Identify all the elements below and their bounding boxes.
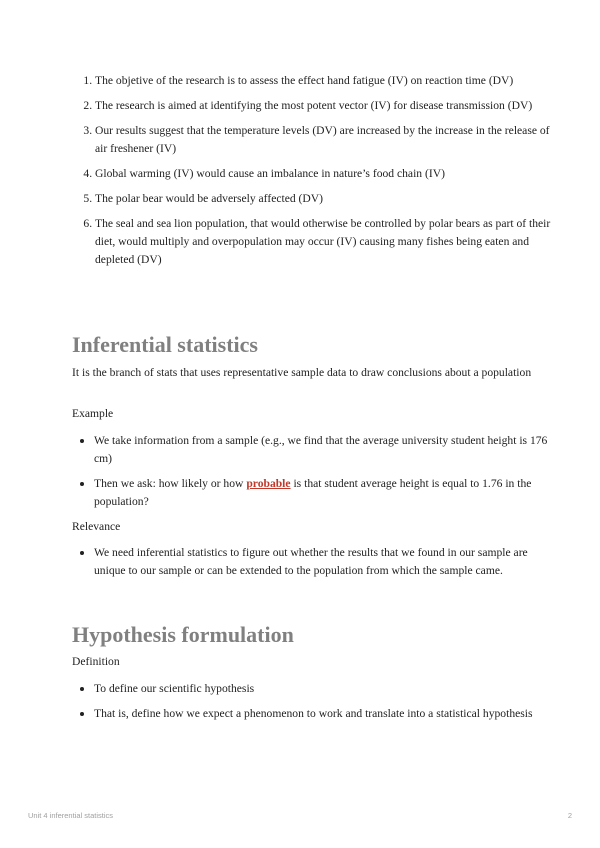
list-item: To define our scientific hypothesis bbox=[94, 680, 554, 698]
footer-title: Unit 4 inferential statistics bbox=[28, 811, 114, 820]
hypothesis-bullet-list bbox=[72, 680, 554, 730]
list-item bbox=[94, 475, 554, 511]
example-label: Example bbox=[72, 407, 114, 420]
list-item: 4. Global warming (IV) would cause an imbalance in nature’s food chain (IV) bbox=[95, 165, 555, 183]
list-item: 1. The objetive of the research is to assess the effect hand fatigue (IV) on reaction time (DV) bbox=[95, 72, 555, 90]
list-item: We need inferential statistics to figure out whether the results that we found in our sample are unique to our sample or can be extended to the population from which the sample came. bbox=[94, 544, 554, 580]
bullet-text-before: Then we ask: how likely or how bbox=[94, 477, 247, 490]
probable-link[interactable]: probable bbox=[246, 477, 291, 490]
list-item: 3. Our results suggest that the temperature levels (DV) are increased by the increase in the release of air freshener (IV) bbox=[95, 122, 555, 158]
inferential-definition: It is the branch of stats that uses representative sample data to draw conclusions about a population bbox=[72, 366, 532, 379]
variables-numbered-list bbox=[73, 72, 555, 276]
list-item: We take information from a sample (e.g., we find that the average university student height is 176 cm) bbox=[94, 432, 554, 468]
list-item: 5. The polar bear would be adversely affected (DV) bbox=[95, 190, 555, 208]
definition-label: Definition bbox=[72, 655, 120, 668]
list-item: 6. The seal and sea lion population, that would otherwise be controlled by polar bears as part of their diet, would multiply and overpopulation may occur (IV) causing many fishes being eaten and depleted (DV) bbox=[95, 215, 555, 269]
list-item: That is, define how we expect a phenomenon to work and translate into a statistical hypothesis bbox=[94, 705, 554, 723]
example-bullet-list bbox=[72, 432, 554, 518]
relevance-label: Relevance bbox=[72, 520, 121, 533]
page-number: 2 bbox=[567, 811, 572, 820]
bullet-text-after: is that student average height is equal to 1.76 in the population? bbox=[94, 477, 532, 508]
hypothesis-formulation-heading: Hypothesis formulation bbox=[72, 622, 294, 647]
relevance-bullet-list bbox=[72, 544, 554, 587]
inferential-statistics-heading: Inferential statistics bbox=[72, 332, 258, 357]
list-item: 2. The research is aimed at identifying the most potent vector (IV) for disease transmission (DV) bbox=[95, 97, 555, 115]
